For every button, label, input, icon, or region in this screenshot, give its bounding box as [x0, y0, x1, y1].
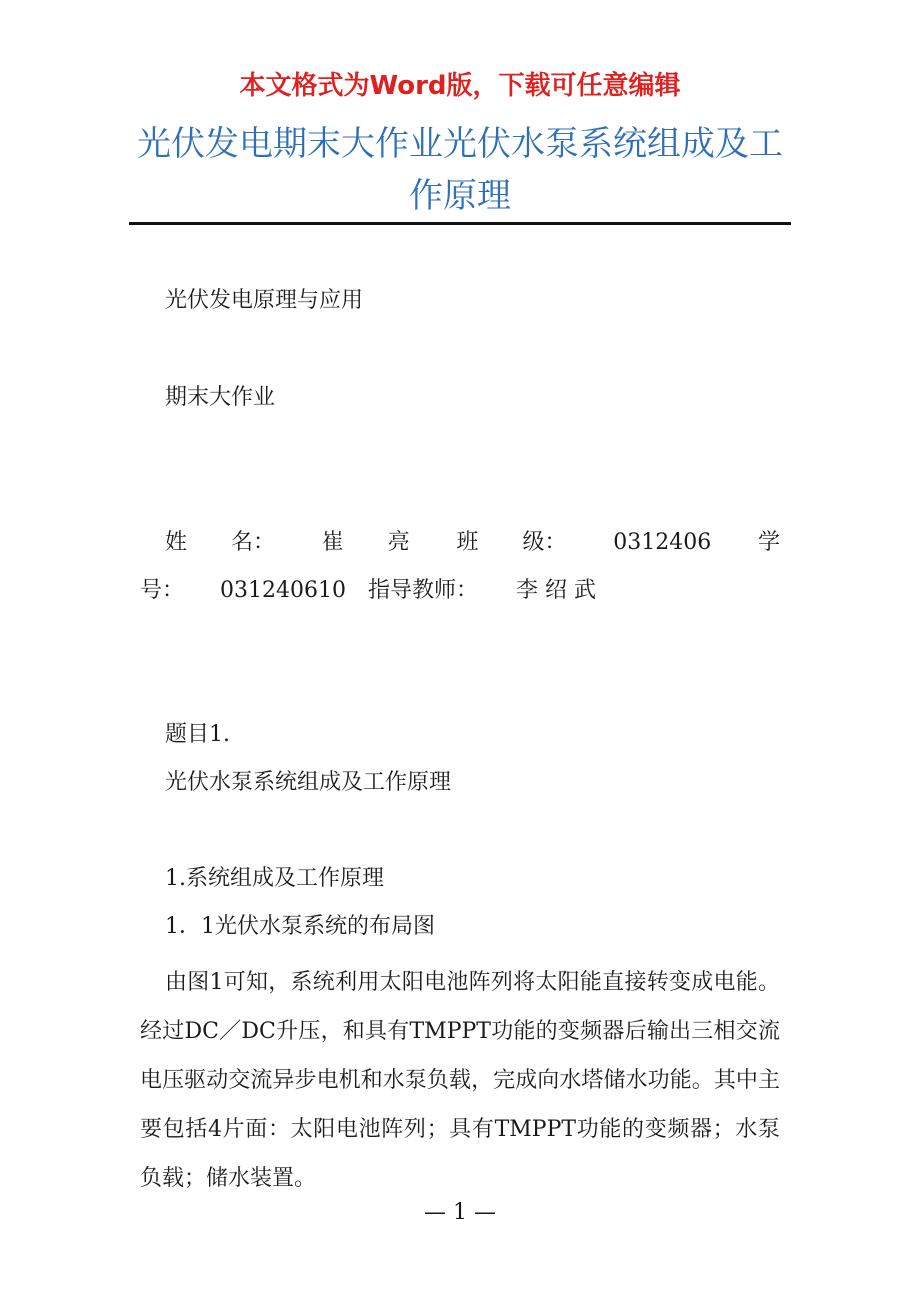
course-name: 光伏发电原理与应用: [165, 288, 364, 313]
assignment-name: 期末大作业: [165, 385, 276, 410]
body-paragraph: 由图1可知，系统利用太阳电池阵列将太阳能直接转变成电能。经过DC／DC升压，和具有TMPPT功能的变频器后输出三相交流电压驱动交流异步电机和水泵负载，完成向水塔储水功能。其中主要包括4片面：太阳电池阵列；具有TMPPT功能的变频器；水泵负载；储水装置。: [140, 970, 780, 1191]
student-id-value: 031240610: [220, 578, 346, 603]
document-title: 光伏发电期末大作业光伏水泵系统组成及工作原理: [137, 124, 783, 216]
subsection-heading: 1．1光伏水泵系统的布局图: [165, 914, 435, 939]
class-value: 0312406: [613, 530, 712, 555]
student-id-label-end: 号：: [140, 578, 185, 603]
advisor-label: 指导教师：: [368, 578, 479, 603]
student-info-row: [165, 528, 780, 558]
class-label: 班 级：: [456, 530, 567, 555]
document-banner: 本文格式为Word版，下载可任意编辑: [239, 71, 681, 101]
topic-label: 题目1.: [165, 722, 230, 747]
topic-title: 光伏水泵系统组成及工作原理: [165, 770, 452, 795]
student-id-label-start: 学: [757, 530, 780, 555]
title-divider: [129, 222, 791, 225]
advisor-value: 李 绍 武: [516, 578, 597, 603]
student-info-row-2: [140, 576, 596, 606]
section-heading: 1.系统组成及工作原理: [165, 866, 384, 891]
page-number: — 1 —: [424, 1200, 496, 1225]
name-label: 姓 名：: [165, 530, 276, 555]
name-value: 崔 亮: [321, 530, 410, 555]
